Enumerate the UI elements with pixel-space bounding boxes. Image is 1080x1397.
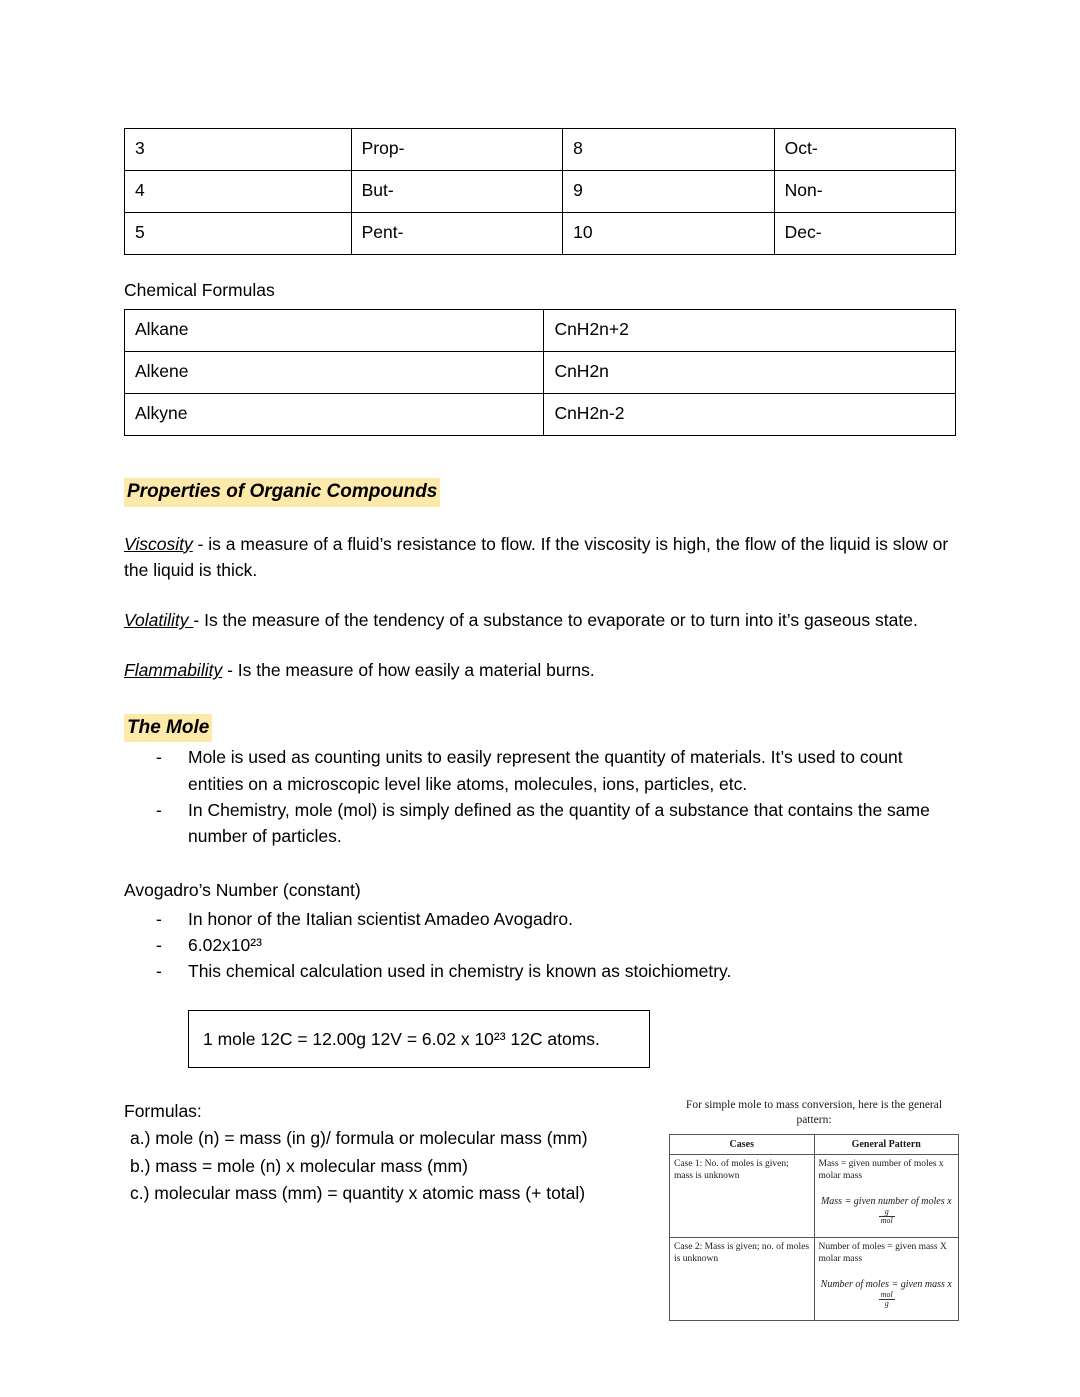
formula-line: c.) molecular mass (mm) = quantity x atomic mass (+ total) [130, 1182, 586, 1203]
prefix-number: 4 [125, 170, 352, 212]
volatility-term: Volatility [124, 610, 194, 631]
dash-icon: - [156, 747, 162, 768]
volatility-paragraph-block [124, 607, 956, 633]
inset-pattern-cell [814, 1155, 959, 1238]
dash-icon: - [156, 961, 162, 982]
table-row [125, 212, 956, 254]
compound-class: Alkyne [125, 394, 544, 436]
flammability-term: Flammability [124, 660, 223, 681]
inset-header-cases: Cases [670, 1135, 815, 1155]
inset-fraction-denominator: mol [880, 1216, 893, 1226]
list-item [124, 906, 956, 932]
prefix-number: 10 [563, 212, 775, 254]
list-item-text: 6.02x10²³ [188, 934, 262, 955]
inset-formula [819, 1195, 955, 1226]
prefix-number: 8 [563, 129, 775, 171]
formula-line: b.) mass = mole (n) x molecular mass (mm) [130, 1155, 468, 1176]
inset-formula-text: Number of moles = given mass x [820, 1278, 952, 1290]
inset-fraction [879, 1291, 895, 1309]
table-row [670, 1155, 959, 1238]
prefix-name: Prop- [351, 129, 563, 171]
list-item [124, 744, 956, 797]
formulas-title: Formulas: [124, 1101, 202, 1122]
mole-equation-text: 1 mole 12C = 12.00g 12V = 6.02 x 10²³ 12C atoms. [203, 1028, 600, 1049]
inset-case-text: Case 2: Mass is given; no. of moles is unknown [670, 1238, 815, 1321]
flammability-paragraph [124, 657, 956, 683]
inset-formula [819, 1278, 955, 1309]
chemical-formulas-table [124, 309, 956, 436]
prefix-number: 3 [125, 129, 352, 171]
table-row [125, 394, 956, 436]
flammability-text: - Is the measure of how easily a material burns. [222, 660, 595, 681]
inset-pattern-text: Mass = given number of moles x molar mass [818, 1159, 944, 1182]
compound-class: Alkane [125, 310, 544, 352]
formulas-list [124, 1098, 669, 1207]
list-item-text: This chemical calculation used in chemistry is known as stoichiometry. [188, 961, 732, 982]
inset-fraction [879, 1208, 895, 1226]
inset-fraction-numerator: g [879, 1208, 895, 1217]
properties-heading-row [124, 478, 956, 507]
prefix-name: Oct- [774, 129, 955, 171]
list-item-text: In honor of the Italian scientist Amadeo Avogadro. [188, 908, 573, 929]
viscosity-paragraph-block [124, 531, 956, 584]
mole-equation-box [188, 1010, 650, 1068]
dash-icon: - [156, 934, 162, 955]
viscosity-text: - is a measure of a fluid’s resistance to flow. If the viscosity is high, the flow of the liquid is slow or the liquid is thick. [124, 533, 949, 580]
table-header-row [670, 1135, 959, 1155]
formulas-section [124, 1098, 956, 1321]
dash-icon: - [156, 799, 162, 820]
table-row [670, 1238, 959, 1321]
prefix-number: 9 [563, 170, 775, 212]
list-item [124, 797, 956, 850]
viscosity-paragraph [124, 531, 956, 584]
mole-to-mass-inset [669, 1098, 959, 1321]
list-item [124, 958, 956, 984]
volatility-text: - Is the measure of the tendency of a substance to evaporate or to turn into it’s gaseous state. [193, 610, 918, 631]
inset-case-text: Case 1: No. of moles is given; mass is unknown [670, 1155, 815, 1238]
formula-line: a.) mole (n) = mass (in g)/ formula or molecular mass (mm) [130, 1128, 588, 1149]
prefix-name: But- [351, 170, 563, 212]
prefix-number-table [124, 128, 956, 255]
compound-class: Alkene [125, 352, 544, 394]
viscosity-term: Viscosity [124, 533, 193, 554]
inset-header-pattern: General Pattern [814, 1135, 959, 1155]
properties-heading: Properties of Organic Compounds [124, 478, 440, 507]
compound-formula: CnH2n+2 [544, 310, 956, 352]
dash-icon: - [156, 908, 162, 929]
prefix-name: Non- [774, 170, 955, 212]
table-row [125, 170, 956, 212]
chemical-formulas-label: Chemical Formulas [124, 279, 275, 300]
mole-bullet-list [124, 744, 956, 849]
avogadro-bullet-list [124, 906, 956, 985]
avogadro-title: Avogadro’s Number (constant) [124, 880, 361, 901]
table-row [125, 352, 956, 394]
inset-table [669, 1134, 959, 1321]
compound-formula: CnH2n [544, 352, 956, 394]
list-item-text: Mole is used as counting units to easily represent the quantity of materials. It’s used to count entities on a microscopic level like atoms, molecules, ions, particles, etc. [188, 747, 903, 794]
mole-heading-row [124, 714, 956, 743]
flammability-paragraph-block [124, 657, 956, 683]
compound-formula: CnH2n-2 [544, 394, 956, 436]
inset-formula-text: Mass = given number of moles x [820, 1195, 952, 1207]
inset-pattern-text: Number of moles = given mass X molar mass [818, 1242, 947, 1265]
mole-heading: The Mole [124, 714, 212, 743]
volatility-paragraph [124, 607, 956, 633]
inset-pattern-cell [814, 1238, 959, 1321]
inset-fraction-numerator: mol [880, 1289, 893, 1299]
prefix-name: Pent- [351, 212, 563, 254]
document-content [124, 128, 956, 1321]
list-item [124, 932, 956, 958]
inset-caption: For simple mole to mass conversion, here is the general pattern: [685, 1099, 943, 1126]
prefix-number: 5 [125, 212, 352, 254]
table-row [125, 310, 956, 352]
prefix-name: Dec- [774, 212, 955, 254]
list-item-text: In Chemistry, mole (mol) is simply defined as the quantity of a substance that contains the same number of particles. [188, 799, 930, 847]
table-row [125, 129, 956, 171]
inset-fraction-denominator: g [884, 1299, 889, 1309]
